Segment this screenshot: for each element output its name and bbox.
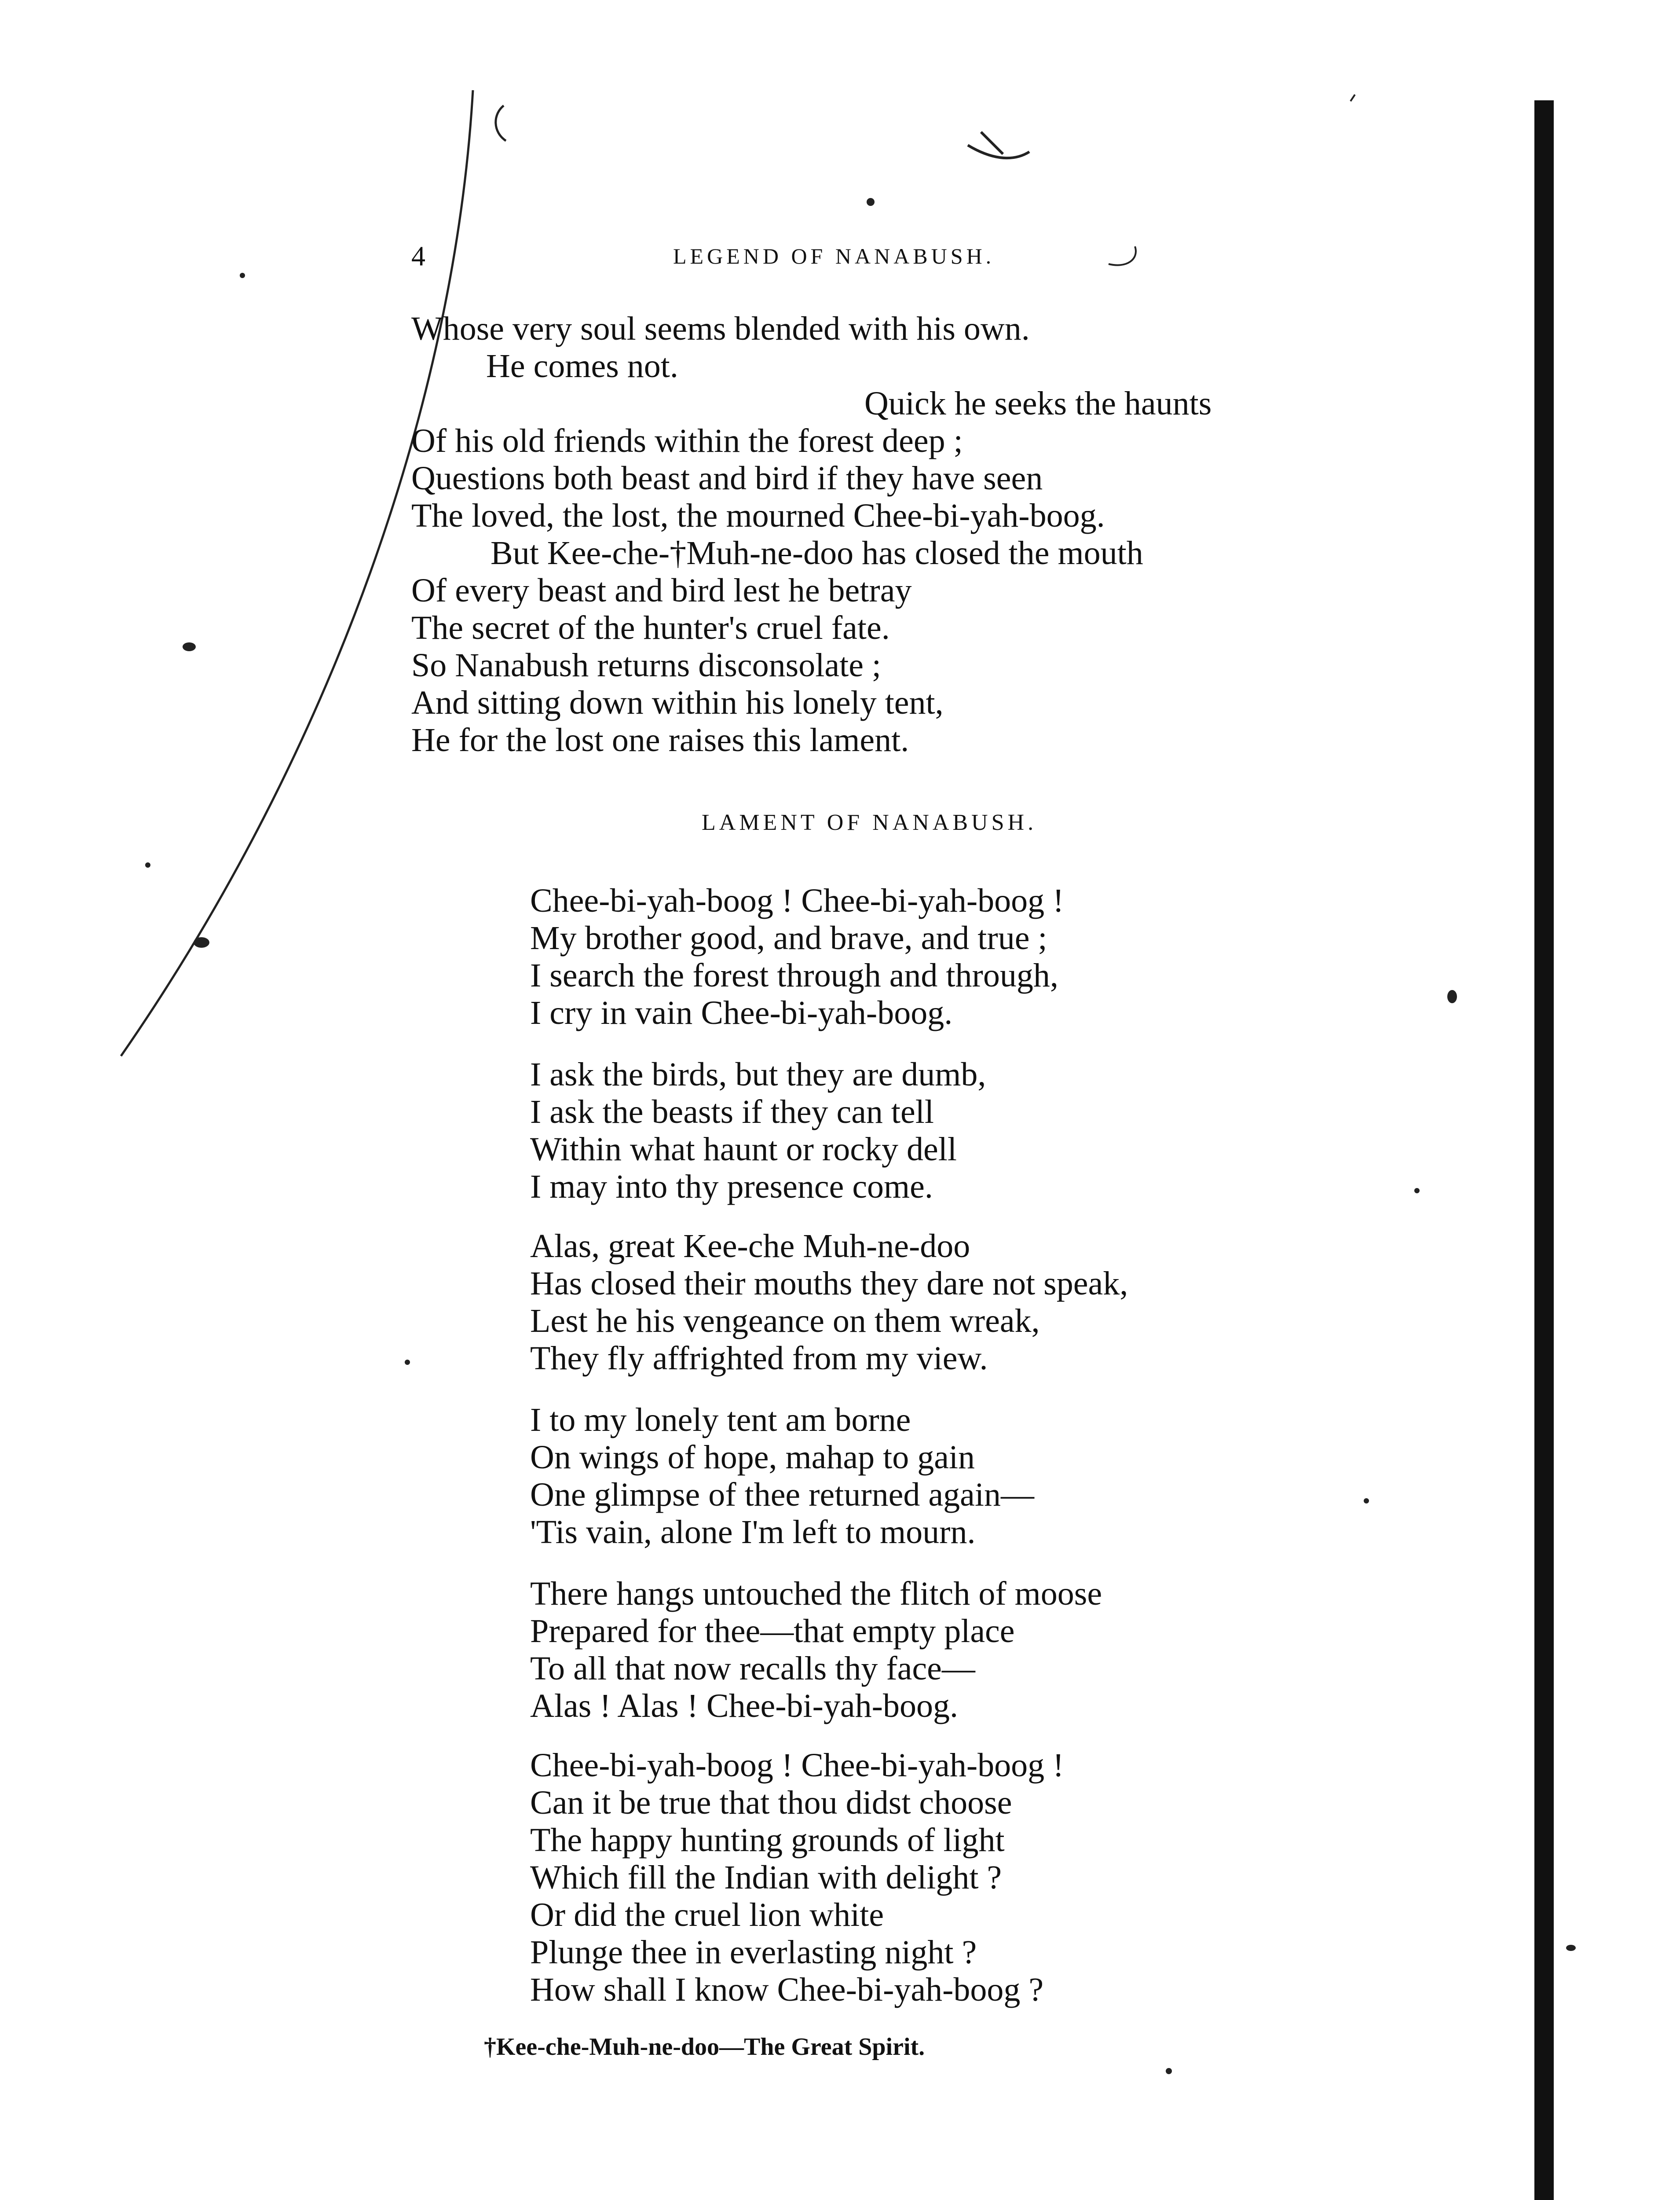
verse-line: Or did the cruel lion white: [530, 1896, 884, 1933]
scan-speck: [194, 937, 209, 948]
scan-speck: [145, 862, 150, 868]
footnote: †Kee-che-Muh-ne-doo—The Great Spirit.: [484, 2033, 925, 2061]
verse-line: My brother good, and brave, and true ;: [530, 920, 1047, 957]
verse-line: Of his old friends within the forest deep ;: [411, 422, 963, 459]
verse-line: Has closed their mouths they dare not speak,: [530, 1265, 1128, 1302]
page-number: 4: [411, 240, 425, 271]
verse-line: 'Tis vain, alone I'm left to mourn.: [530, 1514, 976, 1551]
verse-line: So Nanabush returns disconsolate ;: [411, 647, 882, 684]
stanza: [530, 1575, 1278, 1725]
verse-line: The happy hunting grounds of light: [530, 1822, 1005, 1859]
verse-line: How shall I know Chee-bi-yah-boog ?: [530, 1971, 1044, 2008]
verse-line: They fly affrighted from my view.: [530, 1340, 988, 1377]
verse-line: He for the lost one raises this lament.: [411, 722, 909, 759]
verse-line: And sitting down within his lonely tent,: [411, 684, 944, 721]
verse-line: Prepared for thee—that empty place: [530, 1613, 1015, 1650]
verse-line: I ask the beasts if they can tell: [530, 1093, 934, 1130]
verse-line: Alas, great Kee-che Muh-ne-doo: [530, 1228, 970, 1265]
verse-line: Within what haunt or rocky dell: [530, 1131, 957, 1168]
stanza: [530, 1401, 1278, 1551]
verse-line: I may into thy presence come.: [530, 1168, 933, 1205]
verse-line: Chee-bi-yah-boog ! Chee-bi-yah-boog !: [530, 1747, 1064, 1784]
stanza: [530, 882, 1278, 1032]
scan-speck: [1166, 2068, 1172, 2074]
scan-speck: [867, 198, 875, 206]
verse-line: Lest he his vengeance on them wreak,: [530, 1302, 1040, 1339]
verse-line: One glimpse of thee returned again—: [530, 1476, 1034, 1513]
verse-line: I ask the birds, but they are dumb,: [530, 1056, 986, 1093]
stanza: [530, 1056, 1278, 1206]
verse-line: Which fill the Indian with delight ?: [530, 1859, 1002, 1896]
verse-line: Alas ! Alas ! Chee-bi-yah-boog.: [530, 1687, 958, 1724]
verse-line: The loved, the lost, the mourned Chee-bi-yah-boog.: [411, 497, 1105, 534]
verse-line: Quick he seeks the haunts: [864, 385, 1212, 422]
scan-speck: [240, 273, 245, 278]
stanza: [530, 1747, 1278, 2009]
scan-speck: [1447, 990, 1457, 1003]
binding-shadow: [1534, 100, 1554, 2200]
verse-line: I search the forest through and through,: [530, 957, 1058, 994]
verse-line: Of every beast and bird lest he betray: [411, 572, 912, 609]
running-head: LEGEND OF NANABUSH.: [673, 244, 995, 268]
lament-title: LAMENT OF NANABUSH.: [702, 810, 1037, 835]
verse-line: He comes not.: [486, 348, 678, 385]
verse-line: Can it be true that thou didst choose: [530, 1784, 1012, 1821]
verse-line: On wings of hope, mahap to gain: [530, 1439, 975, 1476]
verse-line: There hangs untouched the flitch of moose: [530, 1575, 1102, 1612]
verse-line: I cry in vain Chee-bi-yah-boog.: [530, 994, 953, 1031]
scan-speck: [405, 1360, 410, 1365]
verse-line: The secret of the hunter's cruel fate.: [411, 609, 890, 646]
verse-line: I to my lonely tent am borne: [530, 1401, 911, 1438]
narrative-verse: [411, 310, 1335, 759]
scan-speck: [1414, 1188, 1420, 1193]
verse-line: But Kee-che-†Muh-ne-doo has closed the mouth: [490, 535, 1143, 572]
verse-line: To all that now recalls thy face—: [530, 1650, 975, 1687]
verse-line: Questions both beast and bird if they have seen: [411, 460, 1043, 497]
verse-line: Plunge thee in everlasting night ?: [530, 1934, 977, 1971]
scan-speck: [183, 642, 196, 651]
stanza: [530, 1228, 1278, 1377]
scan-speck: [1566, 1945, 1576, 1951]
verse-line: Whose very soul seems blended with his own.: [411, 310, 1030, 347]
page-header: [411, 240, 1247, 275]
scan-speck: [1364, 1498, 1369, 1503]
verse-line: Chee-bi-yah-boog ! Chee-bi-yah-boog !: [530, 882, 1064, 919]
